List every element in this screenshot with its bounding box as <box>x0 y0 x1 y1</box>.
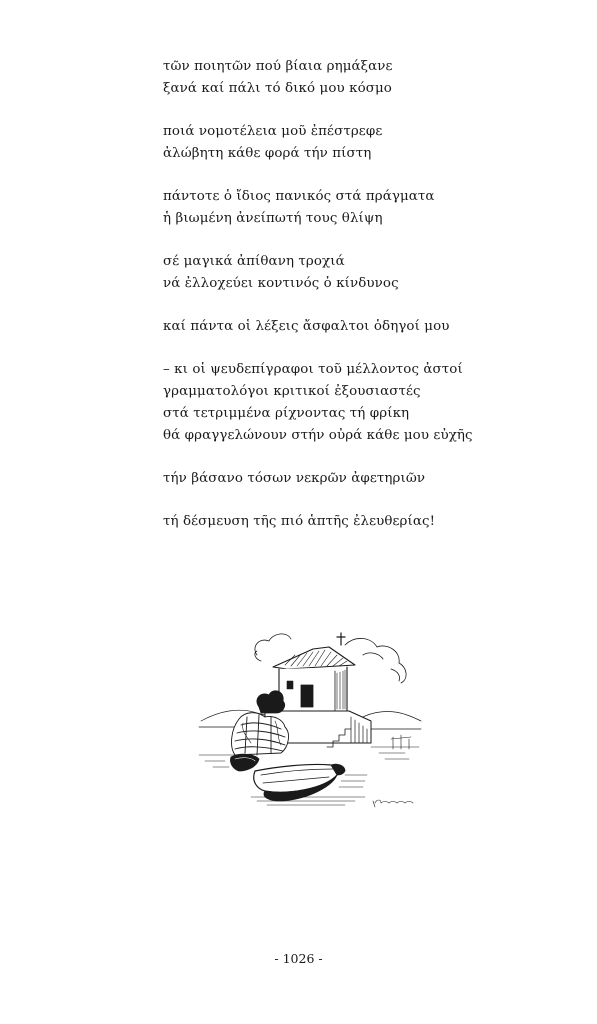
stanza <box>163 359 563 447</box>
stanza <box>163 468 563 490</box>
stanza <box>163 121 563 165</box>
small-boat <box>230 754 259 771</box>
poem-line: θά φραγγελώνουν στήν οὐρά κάθε μου εὐχῆς <box>163 428 473 443</box>
stanza <box>163 186 563 230</box>
artist-signature <box>373 800 413 807</box>
page-number: - 1026 - <box>274 951 323 966</box>
poem-body <box>163 56 563 554</box>
poem-line: σέ μαγικά ἀπίθανη τροχιά <box>163 254 345 269</box>
poem-line: ἀλώβητη κάθε φορά τήν πίστη <box>163 146 372 161</box>
boat <box>254 764 345 801</box>
poem-line: τήν βάσανο τόσων νεκρῶν ἀφετηριῶν <box>163 471 426 486</box>
bush <box>257 691 285 713</box>
stanza <box>163 511 563 533</box>
stanza <box>163 56 563 100</box>
poem-line: ποιά νομοτέλεια μοῦ ἐπέστρεφε <box>163 124 383 139</box>
poem-line: καί πάντα οἱ λέξεις ἄσφαλτοι ὁδηγοί μου <box>163 319 450 334</box>
poem-line: ἡ βιωμένη ἀνείπωτή τους θλίψη <box>163 211 383 226</box>
poem-line: γραμματολόγοι κριτικοί ἐξουσιαστές <box>163 384 421 399</box>
poem-line: νά ἐλλοχεύει κοντινός ὁ κίνδυνος <box>163 276 399 291</box>
stanza <box>163 316 563 338</box>
poem-line: στά τετριμμένα ρίχνοντας τή φρίκη <box>163 406 410 421</box>
poem-line: πάντοτε ὁ ἴδιος πανικός στά πράγματα <box>163 189 435 204</box>
chapel-sketch-illustration <box>195 625 423 820</box>
poem-line: ξανά καί πάλι τό δικό μου κόσμο <box>163 81 392 96</box>
poem-line: – κι οἱ ψευδεπίγραφοι τοῦ μέλλοντος ἀστοί <box>163 362 463 377</box>
stanza <box>163 251 563 295</box>
poem-line: τῶν ποιητῶν πού βίαια ρημάξανε <box>163 59 393 74</box>
poem-line: τή δέσμευση τῆς πιό ἁπτῆς ἐλευθερίας! <box>163 514 436 529</box>
